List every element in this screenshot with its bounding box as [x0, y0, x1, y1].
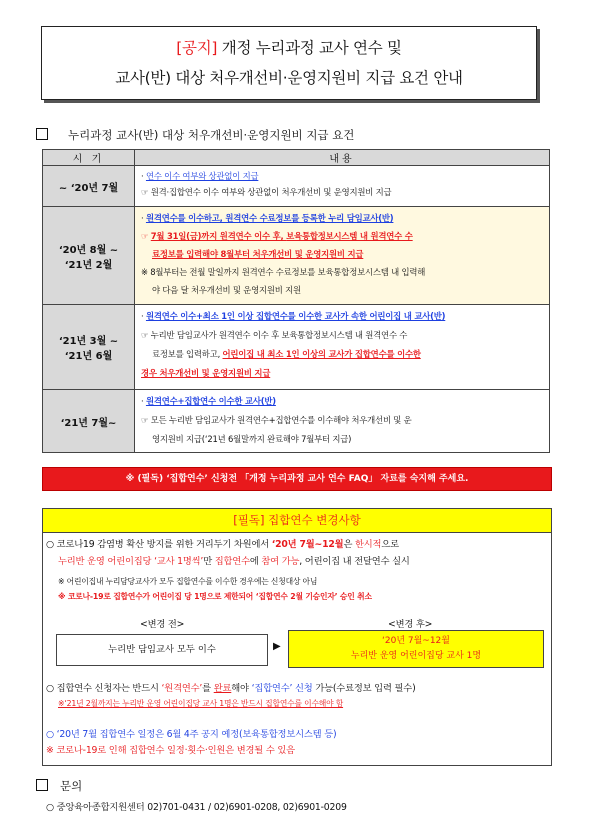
text-segment: 한시적: [354, 539, 382, 550]
content-text: 원격연수+집합연수 이수한 교사(반): [145, 396, 276, 406]
content-text: 료정보를 입력해야 8월부터 처우개선비 및 운영지원비 지급: [152, 249, 364, 259]
table-row: [43, 305, 550, 390]
content-line: [141, 392, 543, 411]
content-text: 8월부터는 전월 말일까지 원격연수 수료정보를 보육통합정보시스템 내 입력해: [150, 267, 426, 277]
content-line: [141, 209, 543, 227]
text-segment: 를: [202, 683, 214, 694]
period-text: ‘21년 7월~: [60, 417, 117, 429]
content-text: 경우 처우개선비 및 운영지원비 지급: [141, 368, 271, 378]
content-cell: [135, 390, 550, 453]
content-line: [141, 364, 543, 383]
period-cell: [43, 166, 135, 207]
hand-pointer-icon: ☞: [141, 231, 151, 241]
text-segment: , 어린이집 내 전달연수 실시: [299, 556, 410, 567]
hand-pointer-icon: ☞: [141, 330, 151, 340]
bullet: ·: [141, 311, 146, 321]
after-box: [288, 630, 544, 668]
changes-note-1: ※ 어린이집내 누리담당교사가 모두 집합연수를 이수한 경우에는 신청대상 아님: [58, 577, 318, 586]
contact-line: ○ 중앙육아종합지원센터 02)701-0431 / 02)6901-0208, 02)6901-0209: [46, 802, 347, 813]
text-segment: 에: [249, 556, 262, 567]
text-segment: 완료: [213, 683, 232, 694]
text-segment: ‘집합연수’ 신청: [251, 683, 313, 694]
changes-paragraph-2: [46, 680, 416, 694]
content-text: 야 다음 달 처우개선비 및 운영지원비 지원: [152, 285, 301, 295]
arrow-right-icon: ▶: [273, 641, 281, 652]
content-text: 모든 누리반 담임교사가 원격연수+집합연수를 이수해야 처우개선비 및 운: [150, 415, 412, 425]
table-row: [43, 390, 550, 453]
content-cell: [135, 305, 550, 390]
period-text: ‘20년 8월 ~: [58, 244, 119, 256]
content-line: [141, 227, 543, 245]
hand-pointer-icon: ☞: [141, 187, 151, 197]
content-line: [141, 345, 543, 364]
content-text: 원격연수 이수+최소 1인 이상 집합연수를 이수한 교사가 속한 어린이집 내 교사(반): [145, 311, 446, 321]
changes-paragraph-3-note: ※ 코로나-19로 인해 집합연수 일정·횟수·인원은 변경될 수 있음: [46, 745, 295, 756]
col-content-header: 내용: [135, 150, 550, 166]
contact-heading: [36, 778, 82, 794]
content-text: 연수 이수 여부와 상관없이 지급: [145, 171, 259, 181]
text-segment: 참여 가능: [261, 556, 300, 567]
before-box: 누리반 담임교사 모두 이수: [56, 634, 268, 666]
content-line: [141, 263, 543, 281]
contact-heading-text: 문의: [60, 779, 83, 793]
content-line: [141, 326, 543, 345]
title-line1-text: 개정 누리과정 교사 연수 및: [217, 39, 402, 57]
text-segment: ‘20년 7월~12월: [271, 539, 344, 550]
checkbox-square-icon: [36, 128, 48, 140]
page-title-line2: 교사(반) 대상 처우개선비·운영지원비 지급 요건 안내: [115, 69, 463, 87]
content-line: [141, 245, 543, 263]
content-text: 보육통합정보시스템 내 원격연수 수: [286, 231, 413, 241]
content-line: [141, 281, 543, 299]
table-row: [43, 166, 550, 207]
period-cell: [43, 305, 135, 390]
content-text: 어린이집 내 최소 1인 이상의 교사가 집합연수를 이수한: [222, 349, 421, 359]
content-text: 영지원비 지급(‘21년 6월말까지 완료해야 7월부터 지급): [152, 434, 352, 444]
text-segment: 집합연수: [214, 556, 250, 567]
col-period-header: 시 기: [43, 150, 135, 166]
text-segment: ○ 집합연수 신청자는 반드시: [46, 683, 162, 694]
text-segment: 만: [203, 556, 215, 567]
period-cell: [43, 207, 135, 305]
period-cell: [43, 390, 135, 453]
changes-paragraph-3: ○ ‘20년 7월 집합연수 일정은 6월 4주 공지 예정(보육통합정보시스템 등): [46, 729, 337, 740]
content-line: [141, 411, 543, 430]
text-segment: 해야: [231, 683, 252, 694]
content-line: [141, 184, 543, 200]
bullet: ※: [141, 267, 151, 277]
content-line: [141, 307, 543, 326]
after-label: <변경 후>: [388, 619, 433, 630]
changes-paragraph-1-line2: [58, 553, 410, 567]
table-header-row: [43, 150, 550, 166]
content-text: 누리반 담임교사가 원격연수 이수 후 보육통합정보시스템 내 원격연수 수: [150, 330, 408, 340]
after-line-2: 누리반 운영 어린이집당 교사 1명: [350, 651, 482, 661]
text-segment: 으로: [381, 539, 399, 550]
requirements-table: [42, 149, 550, 453]
text-segment: ○ 코로나19 감염병 확산 방지를 위한 거리두기 차원에서: [46, 539, 272, 550]
bullet: ·: [141, 171, 146, 181]
changes-paragraph-1-line1: [46, 536, 399, 550]
checkbox-square-icon: [36, 779, 48, 791]
text-segment: 가능(수료정보 입력 필수): [312, 683, 416, 694]
content-line: [141, 168, 543, 184]
period-text: ‘21년 3월 ~: [58, 336, 119, 347]
period-text: ‘21년 6월: [64, 351, 113, 362]
changes-header-tag: [필독]: [233, 513, 265, 527]
page-title-line1: [42, 27, 536, 63]
changes-paragraph-2-note: ※‘21년 2월까지는 누리반 운영 어린이집당 교사 1명은 반드시 집합연수를 이수해야 함: [58, 699, 344, 708]
bullet: ·: [141, 213, 146, 223]
table-row: [43, 207, 550, 305]
changes-header-text: 집합연수 변경사항: [264, 513, 361, 527]
notice-tag: [공지]: [176, 39, 218, 57]
changes-header: [42, 508, 552, 533]
faq-notice-bar: ※ (필독) ‘집합연수’ 신청전 「개정 누리과정 교사 연수 FAQ」 자료를 숙지해 주세요.: [42, 467, 552, 491]
content-text: 원격연수를 이수하고, 원격연수 수료정보를 등록한 누리 담임교사(반): [145, 213, 394, 223]
after-line-1: ‘20년 7월~12월: [382, 636, 450, 646]
before-label: <변경 전>: [140, 619, 185, 630]
content-text: 료정보를 입력하고,: [152, 349, 223, 359]
title-box: [41, 26, 537, 100]
section1-heading-text: 누리과정 교사(반) 대상 처우개선비·운영지원비 지급 요건: [68, 128, 355, 142]
text-segment: ‘원격연수’: [161, 683, 203, 694]
changes-note-2: ※ 코로나-19로 집합연수가 어린이집 당 1명으로 제한되어 ‘집합연수 2월 기승인자’ 승인 취소: [58, 592, 372, 601]
content-cell: [135, 207, 550, 305]
content-cell: [135, 166, 550, 207]
hand-pointer-icon: ☞: [141, 415, 151, 425]
text-segment: 누리반 운영 어린이집당 ‘교사 1명씩’: [58, 556, 204, 567]
period-text: ‘21년 2월: [64, 259, 113, 271]
content-line: [141, 430, 543, 449]
content-text: 7월 31일(금)까지 원격연수 이수 후,: [150, 231, 287, 241]
period-text: ~ ‘20년 7월: [58, 182, 119, 194]
bullet: ·: [141, 396, 146, 406]
content-text: 원격·집합연수 이수 여부와 상관없이 처우개선비 및 운영지원비 지급: [150, 187, 392, 197]
text-segment: 은: [343, 539, 355, 550]
section1-heading: [36, 127, 354, 143]
